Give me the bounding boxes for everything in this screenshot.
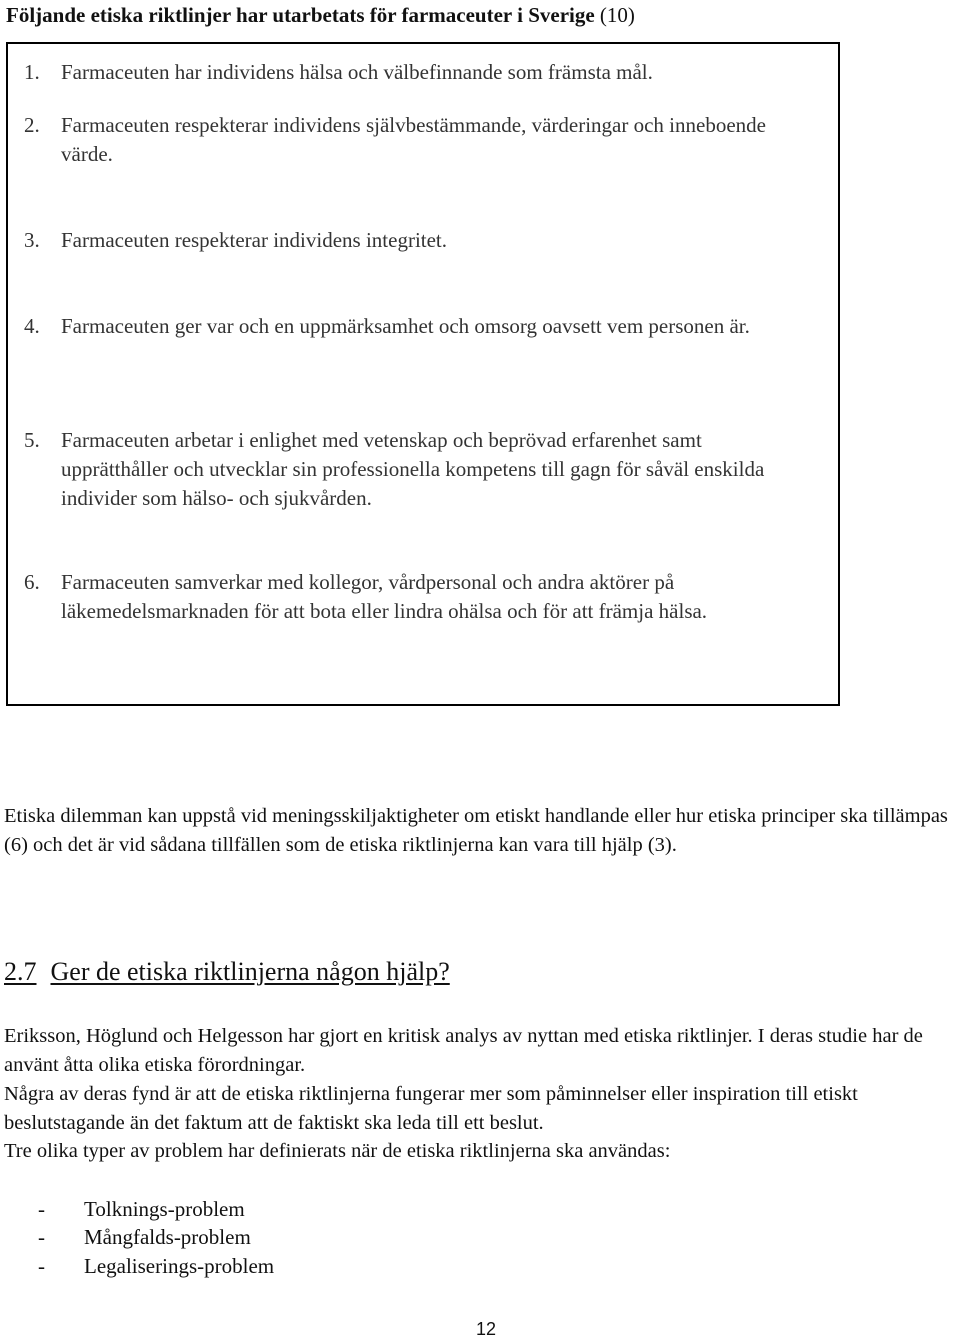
list-item: [38, 1195, 245, 1223]
section-number: 2.7: [4, 957, 37, 986]
guideline-number: 2.: [24, 113, 40, 137]
list-item-text: Mångfalds-problem: [84, 1225, 251, 1249]
guideline-item-6: [24, 568, 801, 626]
intro-heading-reference: (10): [594, 3, 635, 27]
guideline-number: 4.: [24, 314, 40, 338]
guideline-text: Farmaceuten ger var och en uppmärksamhet och omsorg oavsett vem personen är.: [61, 314, 750, 338]
guideline-number: 1.: [24, 60, 40, 84]
intro-heading: [6, 2, 635, 28]
list-dash: -: [38, 1225, 45, 1249]
section-heading: [4, 956, 450, 988]
list-item: [38, 1223, 251, 1251]
guideline-text: Farmaceuten samverkar med kollegor, vårdpersonal och andra aktörer på läkemedelsmarknaden för att bota eller lindra ohälsa och för att främja hälsa.: [61, 570, 708, 623]
guideline-item-5: [24, 426, 801, 513]
section-paragraph-2: Några av deras fynd är att de etiska riktlinjerna fungerar mer som påminnelser eller inspiration till etiskt beslutstagande än det faktum att de faktiskt ska leda till ett beslut.: [4, 1083, 858, 1134]
section-title: Ger de etiska riktlinjerna någon hjälp?: [50, 957, 450, 986]
guideline-text: Farmaceuten arbetar i enlighet med vetenskap och beprövad erfarenhet samt upprätthåller och utvecklar sin professionella kompetens till gagn för såväl enskilda individer som hälso- och sjukvården.: [61, 428, 765, 510]
guideline-item-2: [24, 111, 801, 169]
list-dash: -: [38, 1254, 45, 1278]
section-paragraph-1: Eriksson, Höglund och Helgesson har gjort en kritisk analys av nyttan med etiska riktlinjer. I deras studie har de använt åtta olika etiska förordningar.: [4, 1025, 923, 1076]
guideline-text: Farmaceuten har individens hälsa och välbefinnande som främsta mål.: [61, 60, 653, 84]
guideline-number: 6.: [24, 570, 40, 594]
list-dash: -: [38, 1197, 45, 1221]
guidelines-box: [6, 42, 840, 706]
guideline-item-3: [24, 226, 801, 255]
section-paragraph-3: Tre olika typer av problem har definierats när de etiska riktlinjerna ska användas:: [4, 1140, 671, 1162]
guideline-text: Farmaceuten respekterar individens integritet.: [61, 228, 448, 252]
guideline-number: 3.: [24, 228, 40, 252]
list-item-text: Tolknings-problem: [84, 1197, 245, 1221]
guideline-item-1: [24, 58, 801, 87]
list-item-text: Legaliserings-problem: [84, 1254, 275, 1278]
guideline-text: Farmaceuten respekterar individens självbestämmande, värderingar och inneboende värde.: [61, 113, 766, 166]
list-item: [38, 1252, 274, 1280]
guideline-item-4: [24, 312, 801, 341]
guideline-number: 5.: [24, 428, 40, 452]
dilemma-paragraph: Etiska dilemman kan uppstå vid meningsskiljaktigheter om etiskt handlande eller hur etiska principer ska tillämpas (6) och det är vid sådana tillfällen som de etiska riktlinjerna kan vara till hjälp (3).: [4, 805, 948, 856]
intro-heading-bold: Följande etiska riktlinjer har utarbetats för farmaceuter i Sverige: [6, 3, 595, 27]
page-number: 12: [476, 1319, 497, 1339]
